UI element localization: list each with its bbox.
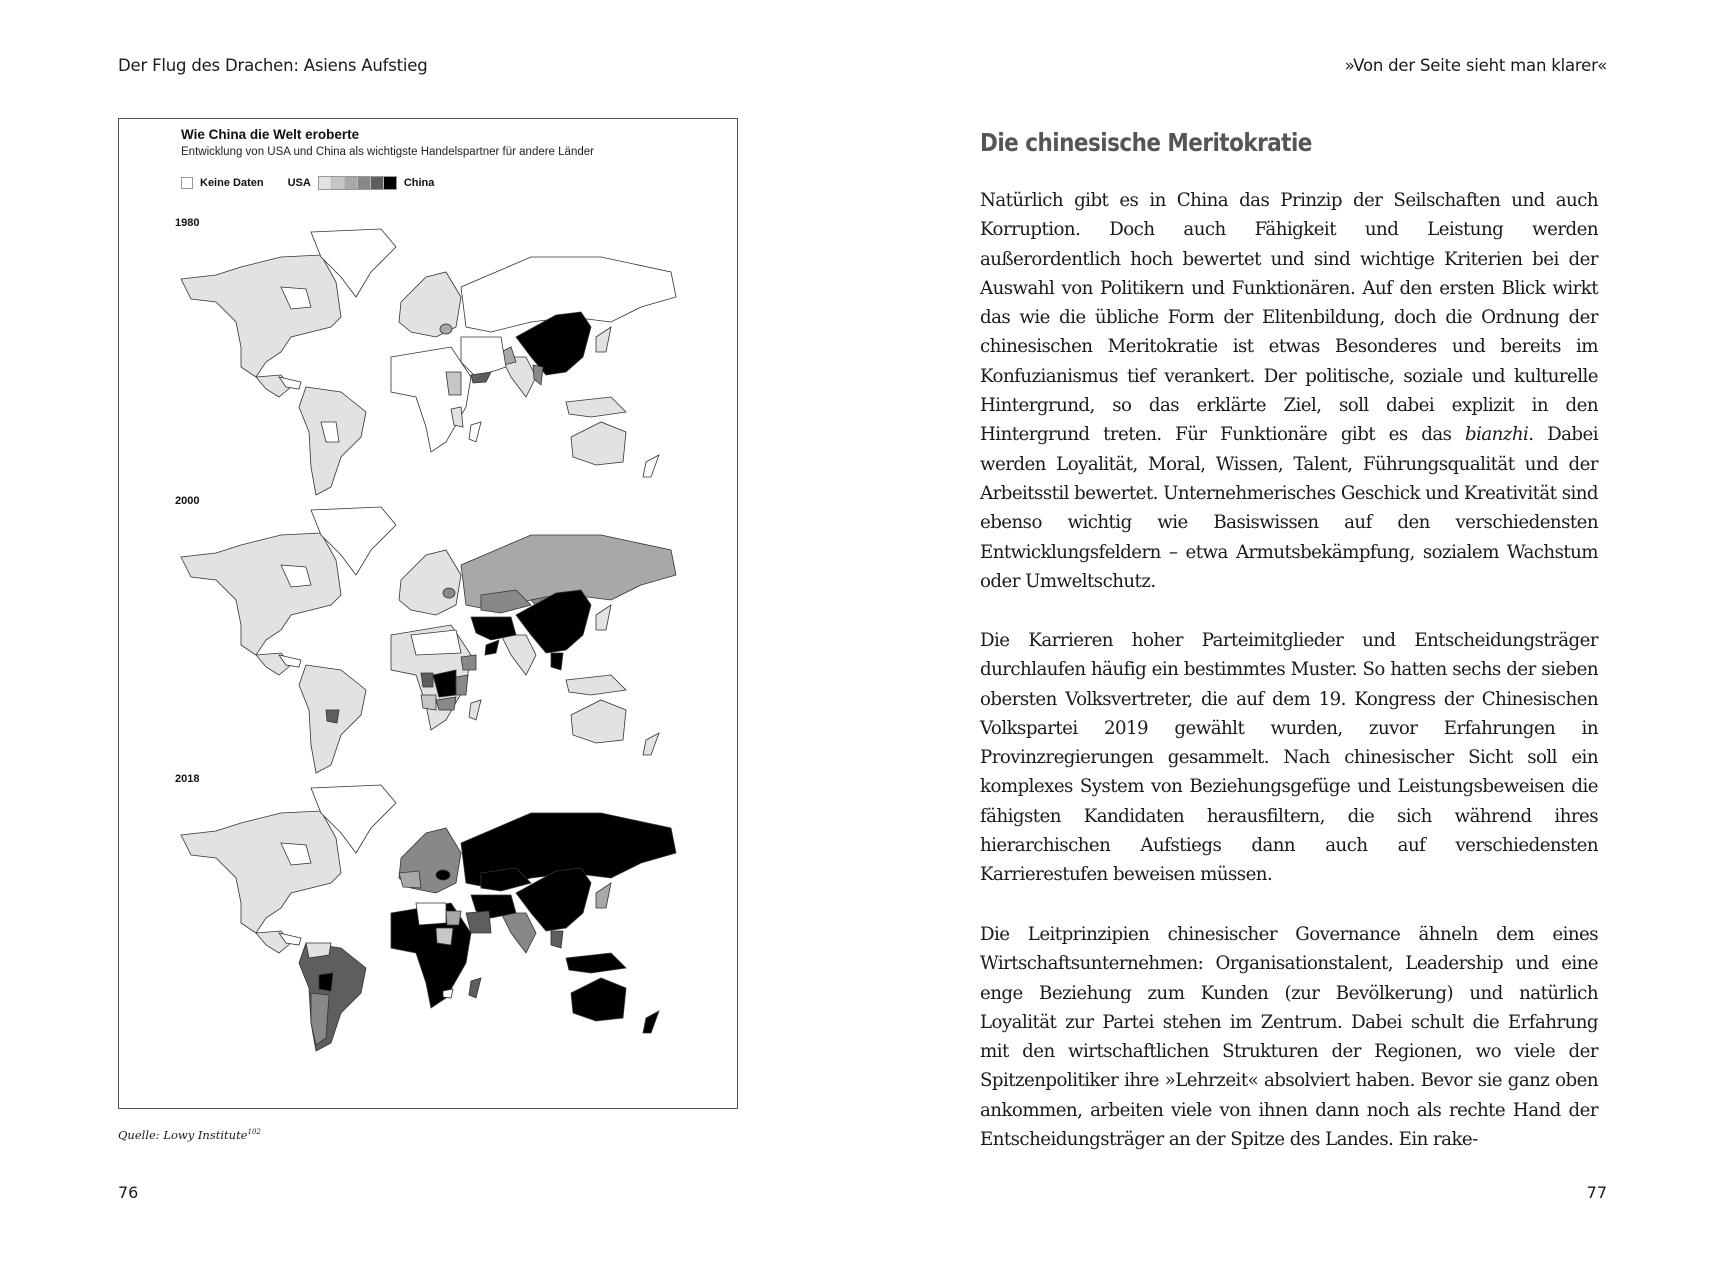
legend-china-label: China — [403, 177, 435, 189]
legend-color-ramp — [318, 176, 397, 190]
map-year-label: 2018 — [175, 773, 200, 785]
map-2018 — [171, 773, 691, 1063]
paragraph-1-text-a: Natürlich gibt es in China das Prinzip der Seilschaften und auch Korruption. Doch auch Fähigkeit und Leistung werden außerordentlich hoch bewertet und sind wichtige Kriterien bei der Auswahl von Politikern und Funktionären. Auf den ersten Blick wirkt das wie die übliche Form der Elitenbildung, doch die Ordnung der chinesischen Meritokratie ist etwas Besonderes und bereits im Konfuzianismus tief verankert. Der politische, soziale und kulturelle Hintergrund, so das erklärte Ziel, soll dabei explizit in den Hintergrund treten. Für Funktionäre gibt es das — [980, 190, 1598, 446]
paragraph-1-text-b: . Dabei werden Loyalität, Moral, Wissen, Talent, Führungsqualität und der Arbeitsstil bewertet. Unternehmerisches Geschick und Kreativität sind ebenso wichtig wie Basiswissen auf den verschiedensten Entwicklungsfeldern – etwa Armutsbekämpfung, sozialem Wachstum oder Umweltschutz. — [980, 424, 1598, 592]
legend-swatch-1 — [319, 177, 332, 189]
paragraph-3 — [980, 920, 1598, 1154]
page-number-right: 77 — [1586, 1183, 1607, 1202]
legend-no-data-swatch — [181, 177, 193, 189]
paragraph-3-text: Die Leitprinzipien chinesischer Governance ähneln dem eines Wirtschaftsunternehmen: Organisationstalent, Leadership und eine enge Beziehung zum Kunden (zur Bevölkerung) und natürlich Loyalität zur Partei stehen im Zentrum. Dabei schult die Erfahrung mit den wirtschaftlichen Strukturen der Regionen, wo viele der Spitzenpolitiker ihre »Lehrzeit« absolviert haben. Bevor sie ganz oben ankommen, arbeiten viele von ihnen dann noch als rechte Hand der Entscheidungsträger an der Spitze des Landes. Ein rake- — [980, 924, 1598, 1151]
running-head-left: Der Flug des Drachen: Asiens Aufstieg — [118, 56, 428, 75]
map-1980 — [171, 217, 691, 507]
legend-swatch-5 — [371, 177, 384, 189]
legend-swatch-2 — [332, 177, 345, 189]
figure-frame — [118, 118, 738, 1109]
paragraph-2 — [980, 626, 1598, 890]
legend-swatch-3 — [345, 177, 358, 189]
footnote-ref[interactable]: 102 — [247, 1128, 261, 1137]
source-label: Quelle: Lowy Institute — [118, 1128, 248, 1142]
page-number-left: 76 — [118, 1183, 139, 1202]
world-map-2018 — [171, 783, 691, 1058]
map-year-label: 2000 — [175, 495, 200, 507]
legend-swatch-4 — [358, 177, 371, 189]
running-head-right: »Von der Seite sieht man klarer« — [1344, 56, 1607, 75]
world-map-1980 — [171, 227, 691, 502]
paragraph-1-italic-term: bianzhi — [1464, 424, 1529, 446]
legend-usa-label: USA — [287, 177, 311, 189]
map-year-label: 1980 — [175, 217, 200, 229]
world-map-2000 — [171, 505, 691, 780]
figure-title: Wie China die Welt eroberte — [181, 127, 360, 142]
figure-source — [118, 1128, 261, 1142]
legend-no-data-label: Keine Daten — [200, 177, 264, 189]
paragraph-2-text: Die Karrieren hoher Parteimitglieder und Entscheidungsträger durchlaufen häufig ein bestimmtes Muster. So hatten sechs der sieben obersten Volksvertreter, die auf dem 19. Kongress der Chinesischen Volkspartei 2019 gewählt wurden, zuvor Erfahrungen in Provinzregierungen gesammelt. Nach chinesischer Sicht soll ein komplexes System von Beziehungsgefüge und Leistungsbeweisen die fähigsten Kandidaten herausfiltern, die sich während ihres hierarchischen Aufstiegs dann auch auf verschiedensten Karrierestufen beweisen müssen. — [980, 630, 1598, 886]
paragraph-1 — [980, 186, 1598, 596]
figure-legend — [181, 176, 434, 190]
section-heading: Die chinesische Meritokratie — [980, 128, 1312, 157]
figure-subtitle: Entwicklung von USA und China als wichtigste Handelspartner für andere Länder — [181, 146, 594, 158]
legend-swatch-6 — [384, 177, 396, 189]
map-2000 — [171, 495, 691, 785]
